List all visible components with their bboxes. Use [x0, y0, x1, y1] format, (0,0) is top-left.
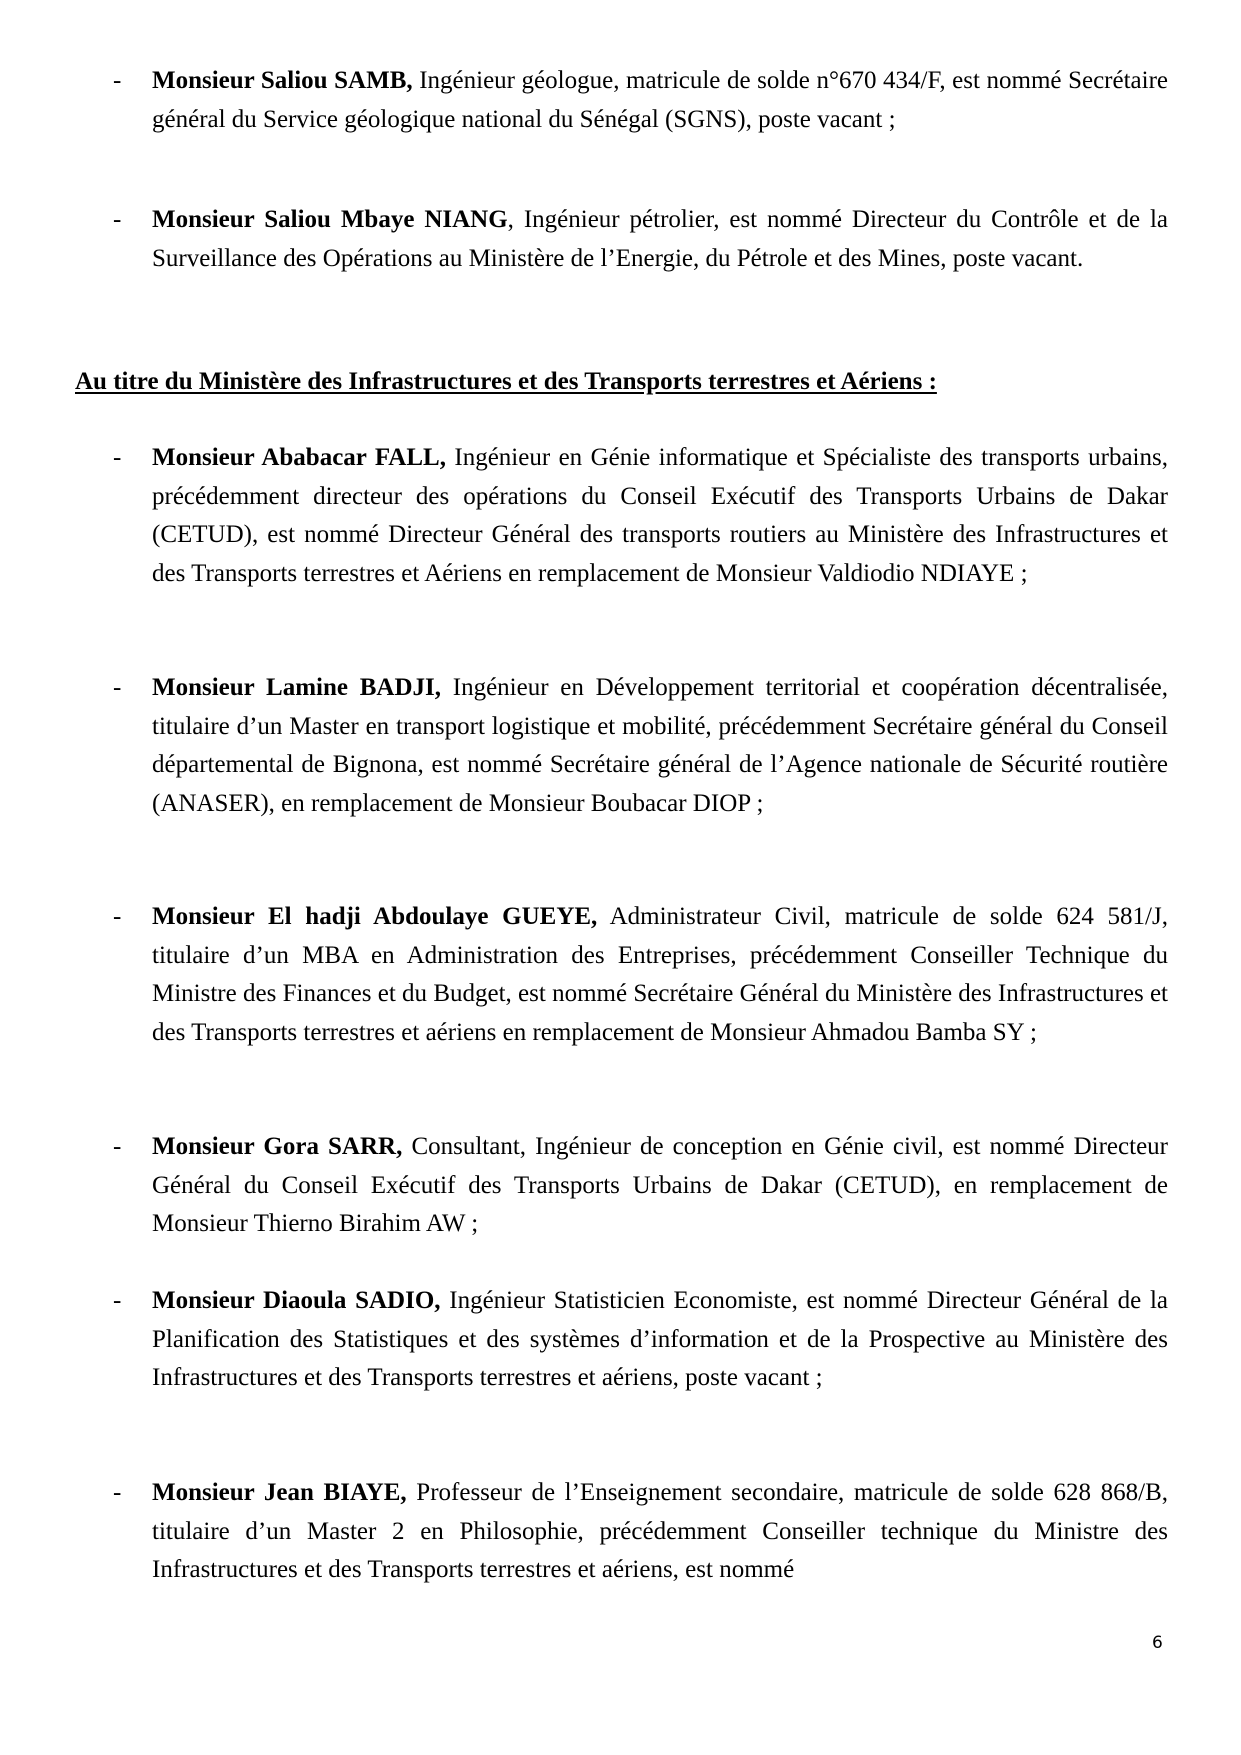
appointment-text: Ingénieur en Génie informatique et Spécialiste des transports urbains, précédemment directeur des opérations du Conseil Exécutif des Transports Urbains de Dakar (CETUD), est nommé Directeur Général des transports routiers au Ministère des Infrastructures et des Transports terrestres et Aériens en remplacement de Monsieur Valdiodio NDIAYE ; [152, 444, 1168, 587]
page-number: 6 [1152, 1633, 1163, 1653]
appointee-name: Monsieur Diaoula SADIO, [152, 1287, 441, 1314]
bullet-dash: - [113, 1479, 122, 1506]
appointment-text: Ingénieur Statisticien Economiste, est nommé Directeur Général de la Planification des Statistiques et des systèmes d’information et de la Prospective au Ministère des Infrastructures et des Transports terrestres et aériens, poste vacant ; [152, 1287, 1168, 1392]
appointee-name: Monsieur Ababacar FALL, [152, 444, 446, 471]
appointee-name: Monsieur Lamine BADJI, [152, 674, 442, 701]
bullet-dash: - [113, 206, 122, 233]
appointment-item [113, 1128, 1168, 1244]
appointment-text: Ingénieur géologue, matricule de solde n°670 434/F, est nommé Secrétaire général du Service géologique national du Sénégal (SGNS), poste vacant ; [152, 67, 1169, 133]
appointment-text: Administrateur Civil, matricule de solde 624 581/J, titulaire d’un MBA en Administration des Entreprises, précédemment Conseiller Technique du Ministre des Finances et du Budget, est nommé Secrétaire Général du Ministère des Infrastructures et des Transports terrestres et aériens en remplacement de Monsieur Ahmadou Bamba SY ; [152, 903, 1168, 1046]
appointment-text: Ingénieur en Développement territorial et coopération décentralisée, titulaire d’un Master en transport logistique et mobilité, précédemment Secrétaire général du Conseil départemental de Bignona, est nommé Secrétaire général de l’Agence nationale de Sécurité routière (ANASER), en remplacement de Monsieur Boubacar DIOP ; [152, 674, 1169, 817]
appointment-paragraph [152, 669, 1168, 823]
appointment-item [113, 439, 1168, 593]
appointment-text: Professeur de l’Enseignement secondaire, matricule de solde 628 868/B, titulaire d’un Master 2 en Philosophie, précédemment Conseiller technique du Ministre des Infrastructures et des Transports terrestres et aériens, est nommé [152, 1479, 1168, 1584]
appointment-text: , Ingénieur pétrolier, est nommé Directeur du Contrôle et de la Surveillance des Opérations au Ministère de l’Energie, du Pétrole et des Mines, poste vacant. [152, 206, 1169, 272]
appointment-item [113, 898, 1168, 1052]
appointment-item [113, 1474, 1168, 1590]
bullet-dash: - [113, 67, 122, 94]
appointment-item [113, 62, 1168, 139]
bullet-dash: - [113, 903, 122, 930]
appointment-paragraph [152, 201, 1168, 278]
appointment-text: Consultant, Ingénieur de conception en Génie civil, est nommé Directeur Général du Conseil Exécutif des Transports Urbains de Dakar (CETUD), en remplacement de Monsieur Thierno Birahim AW ; [152, 1133, 1168, 1238]
bullet-dash: - [113, 444, 122, 471]
appointment-paragraph [152, 1128, 1168, 1244]
bullet-dash: - [113, 674, 122, 701]
appointment-paragraph [152, 62, 1168, 139]
appointment-paragraph [152, 898, 1168, 1052]
appointment-paragraph [152, 439, 1168, 593]
appointment-item [113, 669, 1168, 823]
appointment-paragraph [152, 1282, 1168, 1398]
appointment-item [113, 1282, 1168, 1398]
bullet-dash: - [113, 1133, 122, 1160]
appointee-name: Monsieur Saliou SAMB, [152, 67, 413, 94]
section-heading: Au titre du Ministère des Infrastructures et des Transports terrestres et Aériens : [75, 368, 937, 395]
appointee-name: Monsieur Jean BIAYE, [152, 1479, 407, 1506]
appointment-paragraph [152, 1474, 1168, 1590]
appointee-name: Monsieur Saliou Mbaye NIANG [152, 206, 508, 233]
bullet-dash: - [113, 1287, 122, 1314]
appointment-item [113, 201, 1168, 278]
appointee-name: Monsieur El hadji Abdoulaye GUEYE, [152, 903, 598, 930]
appointee-name: Monsieur Gora SARR, [152, 1133, 403, 1160]
